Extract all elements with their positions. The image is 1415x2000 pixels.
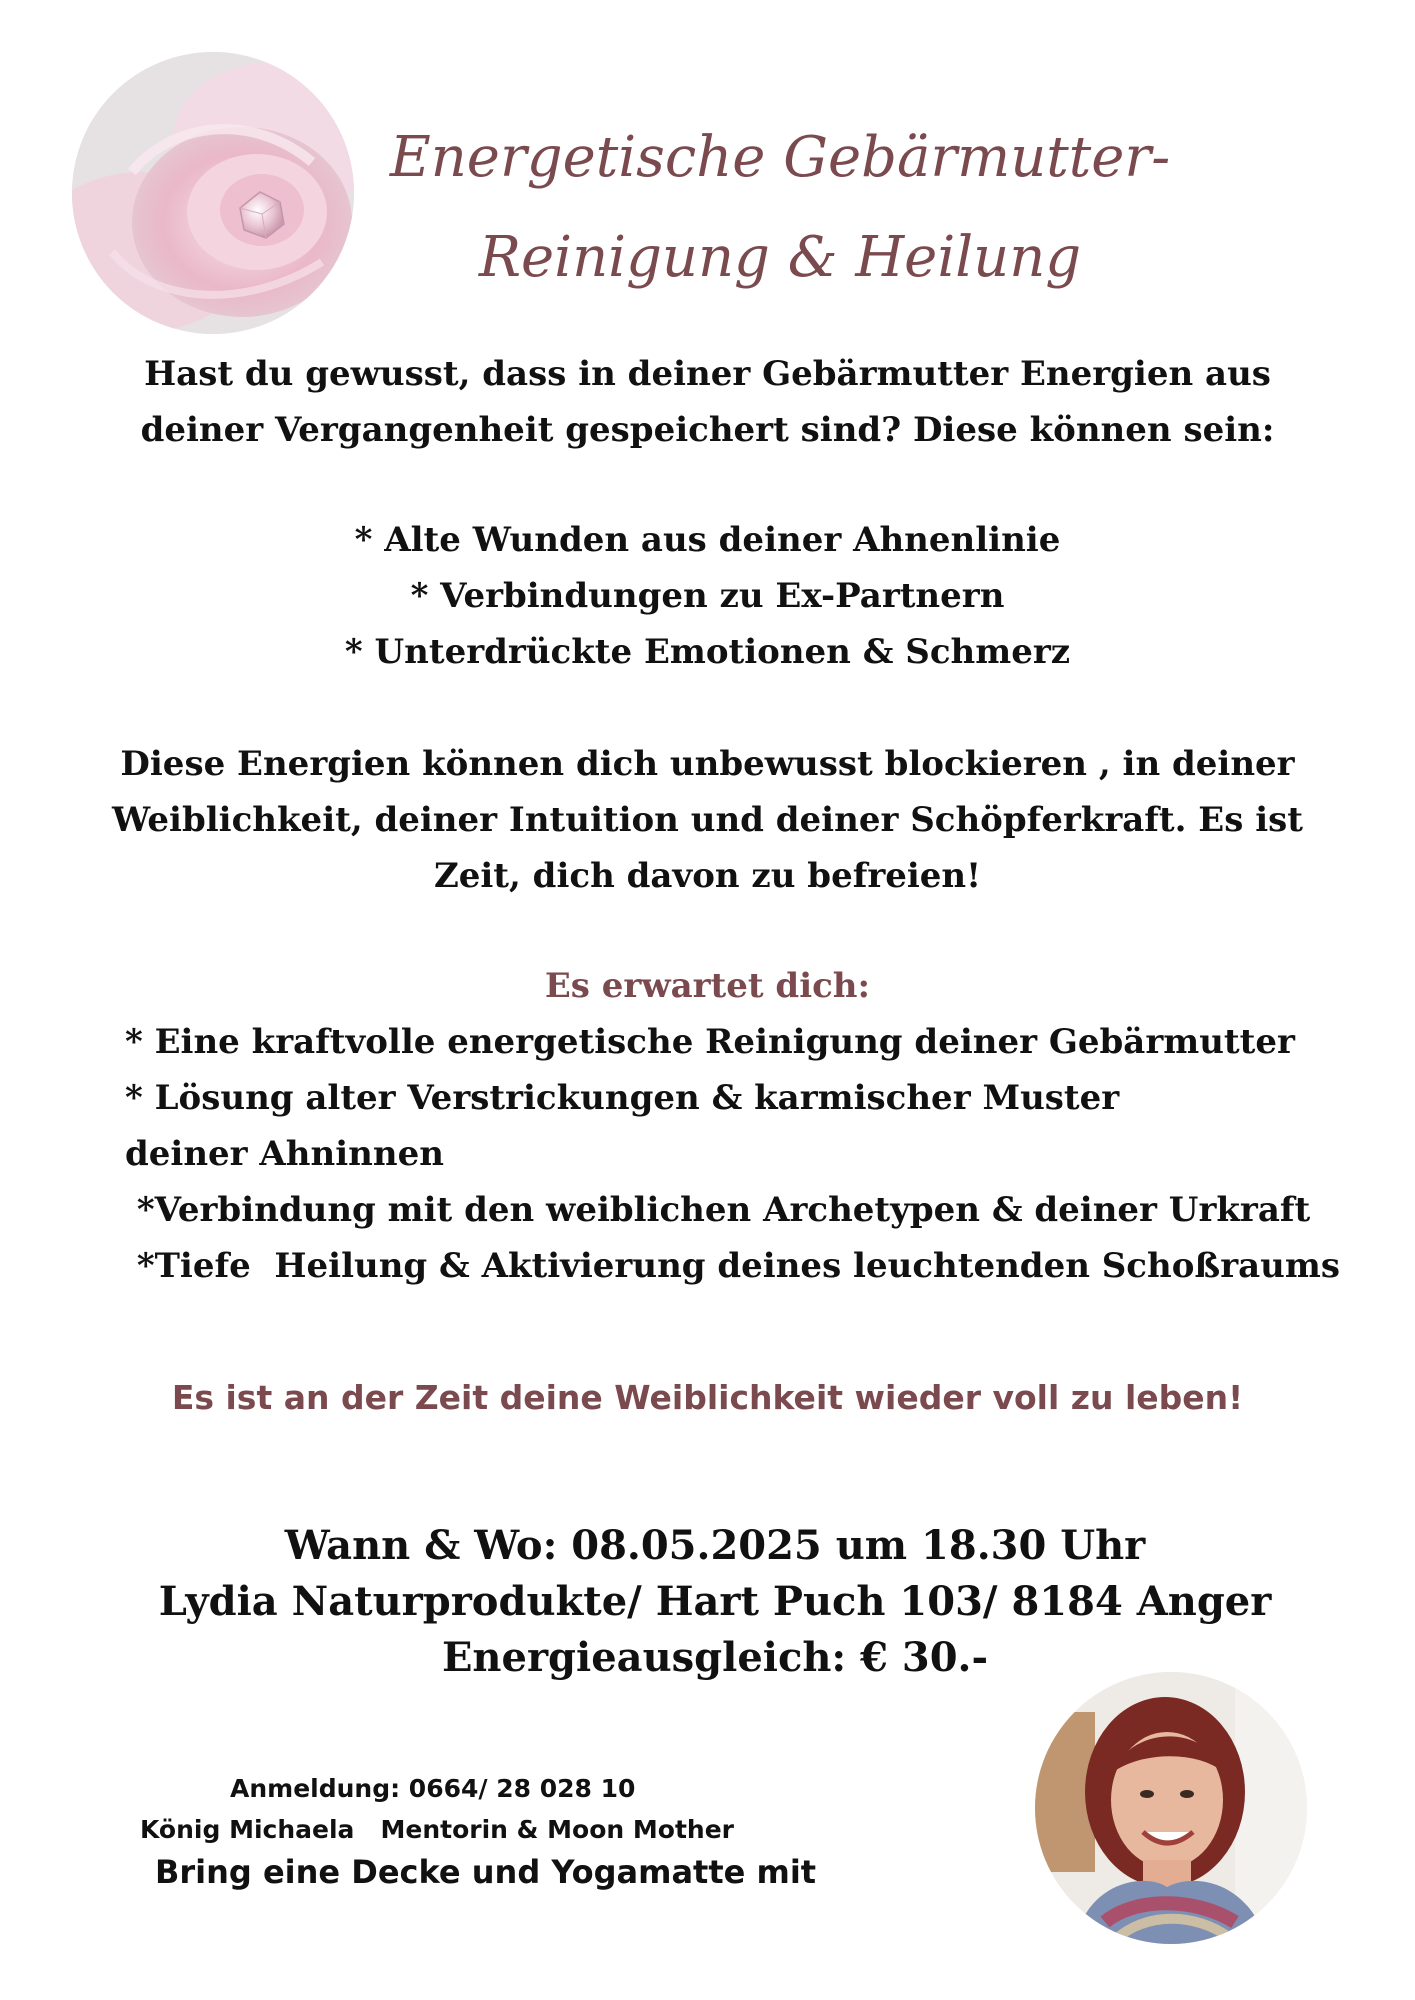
- rose-illustration: [72, 52, 354, 334]
- list-item: * Unterdrückte Emotionen & Schmerz: [344, 632, 1071, 672]
- energies-list: [0, 512, 1415, 680]
- list-item: deiner Ahninnen: [125, 1134, 444, 1174]
- callout-text: Es ist an der Zeit deine Weiblichkeit wieder voll zu leben!: [171, 1378, 1244, 1417]
- event-when-where: Wann & Wo: 08.05.2025 um 18.30 Uhr: [284, 1522, 1146, 1569]
- page-title-line-1: Energetische Gebärmutter-: [389, 125, 1171, 190]
- description-paragraph: [0, 736, 1415, 904]
- intro-line: Hast du gewusst, dass in deiner Gebärmutter Energien aus: [144, 354, 1271, 394]
- event-info: [140, 1518, 1290, 1686]
- paragraph-line: Diese Energien können dich unbewusst blockieren , in deiner: [120, 744, 1295, 784]
- list-item: * Alte Wunden aus deiner Ahnenlinie: [354, 520, 1061, 560]
- list-item: * Verbindungen zu Ex-Partnern: [410, 576, 1005, 616]
- paragraph-line: Zeit, dich davon zu befreien!: [433, 856, 982, 896]
- host-name: König Michaela Mentorin & Moon Mother: [140, 1815, 734, 1844]
- list-item: * Lösung alter Verstrickungen & karmischer Muster: [125, 1078, 1120, 1118]
- list-item: * Eine kraftvolle energetische Reinigung deiner Gebärmutter: [125, 1022, 1295, 1062]
- paragraph-line: Weiblichkeit, deiner Intuition und deiner Schöpferkraft. Es ist: [112, 800, 1303, 840]
- portrait-photo: [1035, 1672, 1307, 1944]
- page-title-line-2: Reinigung & Heilung: [478, 225, 1082, 290]
- event-price: Energieausgleich: € 30.-: [441, 1634, 989, 1681]
- rose-image: [72, 52, 354, 334]
- expect-heading: Es erwartet dich:: [544, 966, 871, 1006]
- intro-paragraph: [0, 346, 1415, 458]
- event-location: Lydia Naturprodukte/ Hart Puch 103/ 8184 Anger: [158, 1578, 1272, 1625]
- bring-note: Bring eine Decke und Yogamatte mit: [155, 1853, 817, 1891]
- registration-phone: Anmeldung: 0664/ 28 028 10: [230, 1774, 636, 1803]
- list-item: *Tiefe Heilung & Aktivierung deines leuchtenden Schoßraums: [125, 1246, 1341, 1286]
- portrait-illustration: [1035, 1672, 1307, 1944]
- intro-line: deiner Vergangenheit gespeichert sind? Diese können sein:: [140, 410, 1275, 450]
- list-item: *Verbindung mit den weiblichen Archetypen & deiner Urkraft: [125, 1190, 1311, 1230]
- expect-list: [125, 1014, 1341, 1294]
